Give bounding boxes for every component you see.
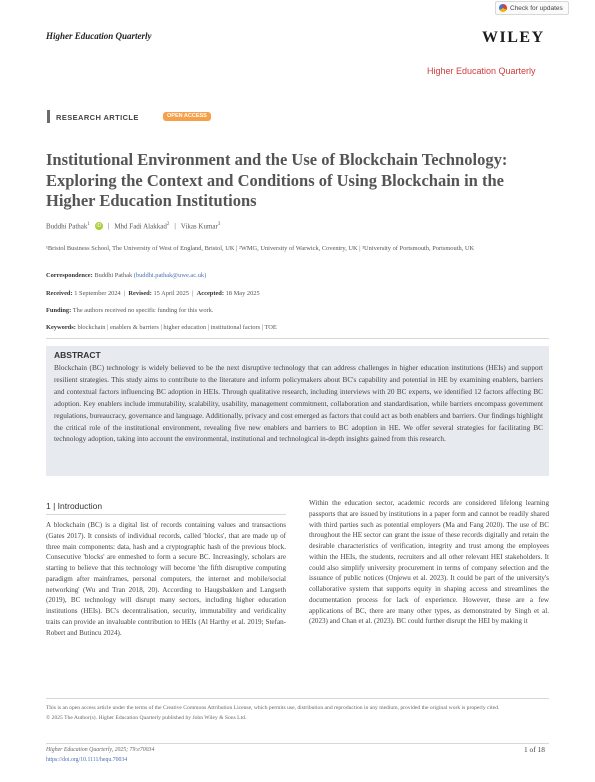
body-text-right: Within the education sector, academic records are considered lifelong learning passports that are issued by institutions in a paper form and cannot be readily shared with third parties such as potential employers (Ma and Fang 2020). The use of BC throughout the HE sector can grant the issue of these records digitally and retain the desirable characteristics of verification, integrity and trust among the employees within the HEIs, the students, recruiters and all other relevant HEI stakeholders. It could also simplify university procurement in terms of company selection and the issuance of public notices (Onjewu et al. 2023). It could be part of the university's collaborative system that supports equity in shaping access and streamlines the documentation process for lack of experience. However, these are a few applications of BC, there are many other types, as demonstrated by Singh et al. (2023) and Chan et al. (2023). BC could further disrupt the HEI by making it bbox=[309, 499, 549, 626]
page-number: 1 of 18 bbox=[524, 745, 545, 754]
affiliations: ¹Bristol Business School, The University of West of England, Bristol, UK | ²WMG, University of Warwick, Coventry, UK | ³University of Portsmouth, Portsmouth, UK bbox=[46, 245, 475, 252]
abstract-text: Blockchain (BC) technology is widely believed to be the next disruptive technology that can address challenges in higher education institutions (HEIs) and support resilient strategies. This study aims to contribute to the literature and inform policymakers about BC's capability and potential in HE by examining enablers, barriers and contextual factors influencing BC adoption in HEIs. Through qualitative research, including interviews with 20 BC experts, we identified 12 factors affecting BC adoption. Key enablers include immutability, scalability, usability, management commitment, collaboration and standardisation, while barriers encompass government regulations, bureaucracy, governance and language. Additionally, privacy and cost emerged as factors that could act as both enablers and barriers. Our findings highlight the critical role of the institutional environment, revealing five new enablers and barriers to BC adoption in HE. We offer several strategies for facilitating BC technology adoption, taking into account the environmental, institutional and technological in-depth insights gained from this research. bbox=[54, 364, 543, 444]
footer-citation: Higher Education Quarterly, 2025; 79:e70034 bbox=[46, 747, 155, 753]
funding-statement: Funding: The authors received no specific funding for this work. bbox=[46, 307, 214, 314]
author-link[interactable]: Buddhi Pathak$^1$ bbox=[46, 222, 90, 231]
author-list bbox=[46, 222, 220, 230]
article-type-bar bbox=[47, 110, 50, 123]
abstract-heading: ABSTRACT bbox=[54, 350, 101, 360]
article-type: RESEARCH ARTICLE bbox=[56, 113, 139, 122]
section-divider bbox=[46, 514, 286, 515]
author-link[interactable]: Vikas Kumar$^3$ bbox=[180, 222, 221, 231]
crossmark-icon bbox=[499, 4, 507, 12]
author-separator: | bbox=[107, 222, 110, 231]
orcid-icon[interactable]: iD bbox=[96, 223, 102, 230]
keywords: Keywords: blockchain | enablers & barriers | higher education | institutional factors | TOE bbox=[46, 324, 277, 331]
open-access-badge: OPEN ACCESS bbox=[163, 112, 211, 121]
footer-divider bbox=[46, 698, 549, 699]
license-notice: This is an open access article under the terms of the Creative Commons Attribution License, which permits use, distribution and reproduction in any medium, provided the original work is properly cited. © 2025 The Author(s). Higher Education Quarterly published by John Wiley & Sons Ltd. bbox=[46, 705, 500, 721]
body-text-left: A blockchain (BC) is a digital list of records containing values and transactions (Gates 2017). It consists of individual records, called 'blocks', that are made up of three main components: data, hash and a cryptographic hash of the previous block. Consecutive 'blocks' are enmeshed to form a secure BC. Increasingly, scholars are starting to believe that this technology will become 'the fifth disruptive computing paradigm after mainframes, personal computers, the internet and mobile/social networking' (Wu and Tran 2018, 20). According to Haugsbakken and Langseth (2019), BC technology will disrupt many sectors, including higher education institutions (HEIs). BC's decentralisation, security, immutability and veridicality traits can provide an invaluable contribution to HEIs (Al Harthy et al. 2019; Stefan-Robert and Butincu 2024). bbox=[46, 521, 286, 637]
check-for-updates-button[interactable] bbox=[495, 1, 569, 15]
article-dates: Received: 1 September 2024 | Revised: 15 April 2025 | Accepted: 18 May 2025 bbox=[46, 290, 260, 297]
section-heading: 1 | Introduction bbox=[46, 501, 103, 511]
article-title: Institutional Environment and the Use of Blockchain Technology: Exploring the Context and Conditions of Using Blockchain in the Higher Education Institutions bbox=[46, 150, 508, 210]
author-separator: | bbox=[174, 222, 176, 231]
doi-link[interactable]: https://doi.org/10.1111/hequ.70034 bbox=[46, 757, 128, 763]
footer-divider bbox=[46, 743, 549, 744]
publisher-logo: WILEY bbox=[482, 29, 545, 46]
journal-name-brand: Higher Education Quarterly bbox=[427, 66, 536, 76]
check-for-updates-label: Check for updates bbox=[510, 4, 563, 12]
divider bbox=[46, 338, 549, 339]
correspondence: Correspondence: Buddhi Pathak (buddhi.pathak@uwe.ac.uk) bbox=[46, 272, 207, 279]
author-link[interactable]: Mhd Fadi Alakkad$^2$ bbox=[114, 222, 170, 231]
journal-name-header: Higher Education Quarterly bbox=[46, 31, 152, 41]
email-link[interactable]: (buddhi.pathak@uwe.ac.uk) bbox=[133, 272, 207, 279]
